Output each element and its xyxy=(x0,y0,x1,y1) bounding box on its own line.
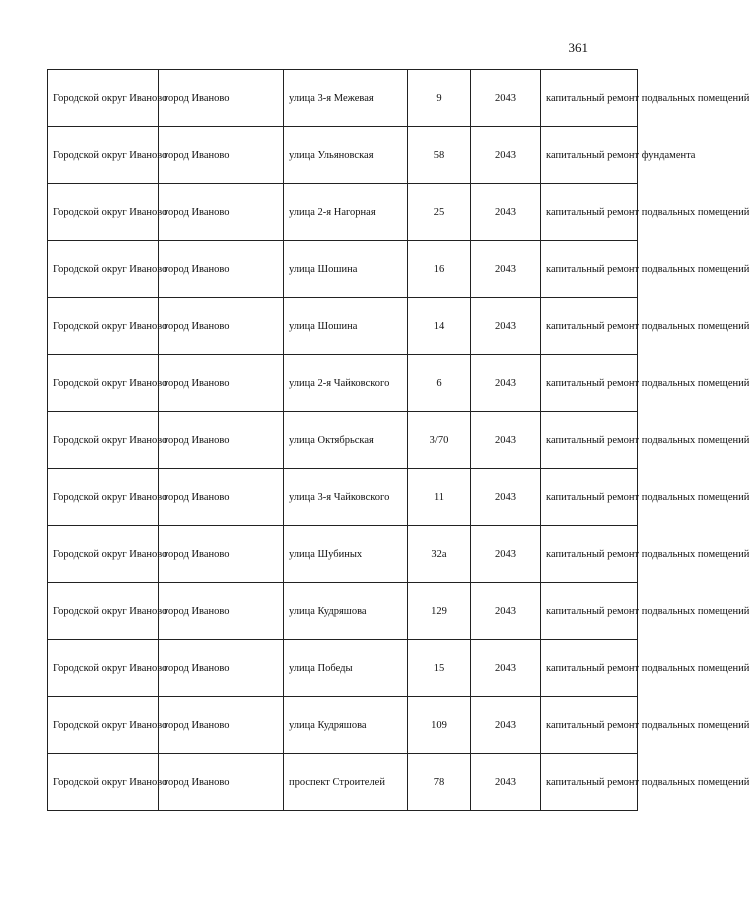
year-cell: 2043 xyxy=(471,640,541,697)
house-number-cell: 9 xyxy=(408,70,471,127)
street-cell: улица Кудряшова xyxy=(284,697,408,754)
district-cell: Городской округ Иваново xyxy=(48,526,159,583)
district-cell: Городской округ Иваново xyxy=(48,70,159,127)
house-number-cell: 16 xyxy=(408,241,471,298)
street-cell: улица Шошина xyxy=(284,298,408,355)
house-number-cell: 25 xyxy=(408,184,471,241)
house-number-cell: 78 xyxy=(408,754,471,811)
table-row xyxy=(48,127,638,184)
house-number-cell: 14 xyxy=(408,298,471,355)
year-cell: 2043 xyxy=(471,469,541,526)
city-cell: город Иваново xyxy=(159,241,284,298)
city-cell: город Иваново xyxy=(159,697,284,754)
year-cell: 2043 xyxy=(471,583,541,640)
table-body xyxy=(48,70,749,811)
house-number-cell: 15 xyxy=(408,640,471,697)
house-number-cell: 109 xyxy=(408,697,471,754)
street-cell: улица Октябрьская xyxy=(284,412,408,469)
street-cell: улица 3-я Межевая xyxy=(284,70,408,127)
street-cell: улица Ульяновская xyxy=(284,127,408,184)
house-number-cell: 6 xyxy=(408,355,471,412)
city-cell: город Иваново xyxy=(159,583,284,640)
city-cell: город Иваново xyxy=(159,184,284,241)
district-cell: Городской округ Иваново xyxy=(48,469,159,526)
repair-schedule-table xyxy=(47,69,749,811)
district-cell: Городской округ Иваново xyxy=(48,241,159,298)
street-cell: улица Победы xyxy=(284,640,408,697)
page-number: 361 xyxy=(568,40,588,55)
city-cell: город Иваново xyxy=(159,640,284,697)
street-cell: улица Шубиных xyxy=(284,526,408,583)
work-type-cell: капитальный ремонт подвальных помещений xyxy=(541,469,638,526)
year-cell: 2043 xyxy=(471,754,541,811)
district-cell: Городской округ Иваново xyxy=(48,697,159,754)
work-type-cell: капитальный ремонт подвальных помещений xyxy=(541,526,638,583)
work-type-cell: капитальный ремонт подвальных помещений xyxy=(541,697,638,754)
table-row xyxy=(48,412,638,469)
work-type-cell: капитальный ремонт подвальных помещений xyxy=(541,70,638,127)
district-cell: Городской округ Иваново xyxy=(48,583,159,640)
city-cell: город Иваново xyxy=(159,355,284,412)
street-cell: улица 2-я Чайковского xyxy=(284,355,408,412)
street-cell: улица Шошина xyxy=(284,241,408,298)
street-cell: проспект Строителей xyxy=(284,754,408,811)
year-cell: 2043 xyxy=(471,355,541,412)
year-cell: 2043 xyxy=(471,526,541,583)
table-row xyxy=(48,583,638,640)
city-cell: город Иваново xyxy=(159,469,284,526)
work-type-cell: капитальный ремонт подвальных помещений xyxy=(541,754,638,811)
city-cell: город Иваново xyxy=(159,754,284,811)
work-type-cell: капитальный ремонт подвальных помещений xyxy=(541,583,638,640)
table-row xyxy=(48,754,638,811)
table-row xyxy=(48,70,638,127)
house-number-cell: 32а xyxy=(408,526,471,583)
work-type-cell: капитальный ремонт подвальных помещений xyxy=(541,298,638,355)
district-cell: Городской округ Иваново xyxy=(48,640,159,697)
work-type-cell: капитальный ремонт подвальных помещений xyxy=(541,640,638,697)
table-row xyxy=(48,640,638,697)
table-row xyxy=(48,184,638,241)
district-cell: Городской округ Иваново xyxy=(48,184,159,241)
table-row xyxy=(48,298,638,355)
street-cell: улица 2-я Нагорная xyxy=(284,184,408,241)
table-row xyxy=(48,355,638,412)
city-cell: город Иваново xyxy=(159,412,284,469)
house-number-cell: 3/70 xyxy=(408,412,471,469)
work-type-cell: капитальный ремонт подвальных помещений xyxy=(541,355,638,412)
year-cell: 2043 xyxy=(471,697,541,754)
work-type-cell: капитальный ремонт подвальных помещений xyxy=(541,184,638,241)
district-cell: Городской округ Иваново xyxy=(48,412,159,469)
table-row xyxy=(48,697,638,754)
district-cell: Городской округ Иваново xyxy=(48,298,159,355)
work-type-cell: капитальный ремонт подвальных помещений xyxy=(541,241,638,298)
street-cell: улица 3-я Чайковского xyxy=(284,469,408,526)
year-cell: 2043 xyxy=(471,298,541,355)
table-row xyxy=(48,469,638,526)
year-cell: 2043 xyxy=(471,412,541,469)
year-cell: 2043 xyxy=(471,241,541,298)
district-cell: Городской округ Иваново xyxy=(48,754,159,811)
work-type-cell: капитальный ремонт фундамента xyxy=(541,127,638,184)
house-number-cell: 11 xyxy=(408,469,471,526)
table-row xyxy=(48,526,638,583)
city-cell: город Иваново xyxy=(159,298,284,355)
house-number-cell: 58 xyxy=(408,127,471,184)
district-cell: Городской округ Иваново xyxy=(48,355,159,412)
district-cell: Городской округ Иваново xyxy=(48,127,159,184)
house-number-cell: 129 xyxy=(408,583,471,640)
year-cell: 2043 xyxy=(471,127,541,184)
city-cell: город Иваново xyxy=(159,127,284,184)
year-cell: 2043 xyxy=(471,70,541,127)
year-cell: 2043 xyxy=(471,184,541,241)
work-type-cell: капитальный ремонт подвальных помещений xyxy=(541,412,638,469)
city-cell: город Иваново xyxy=(159,526,284,583)
table-row xyxy=(48,241,638,298)
city-cell: город Иваново xyxy=(159,70,284,127)
street-cell: улица Кудряшова xyxy=(284,583,408,640)
